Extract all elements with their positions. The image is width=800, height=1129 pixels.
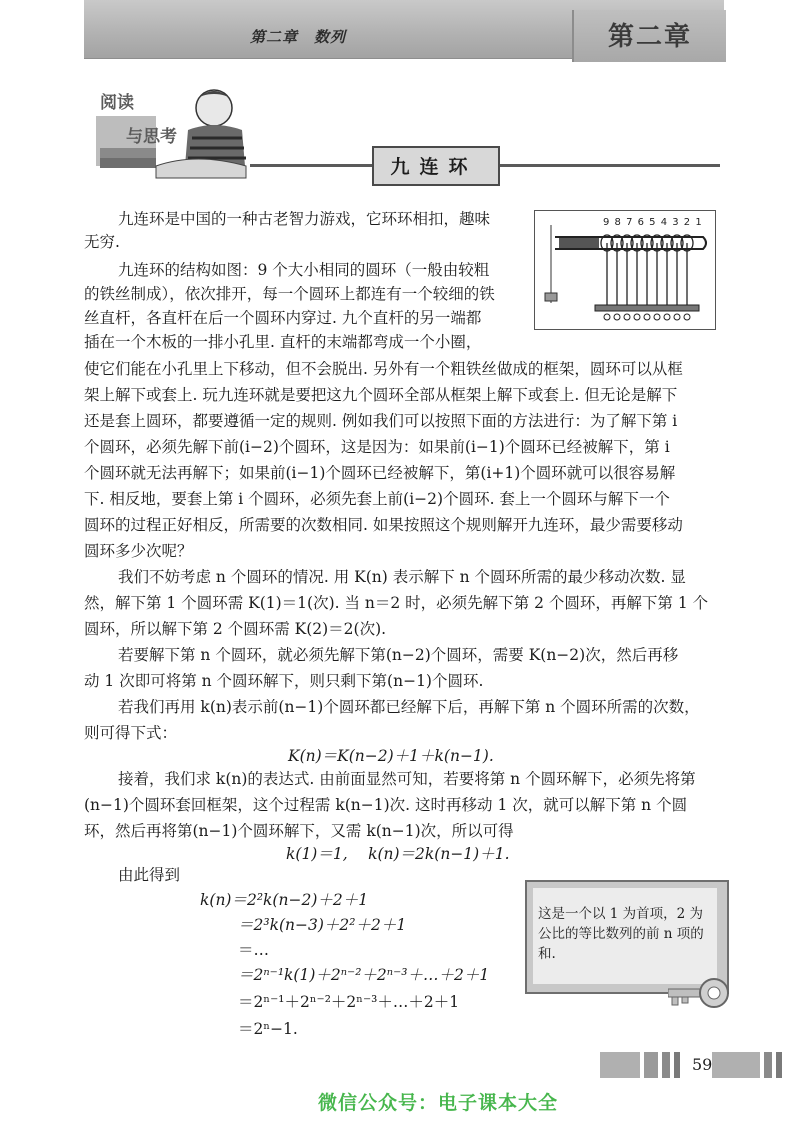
equation-initial-condition: k(1)＝1, k(n)＝2k(n−1)＋1. bbox=[286, 845, 510, 863]
paragraph-line: 下. 相反地，要套上第 i 个圆环，必须先套上前(i−2)个圆环. 套上一个圆环与解下一个 bbox=[84, 490, 670, 508]
paragraph-line: 圆环，所以解下第 2 个圆环需 K(2)＝2(次). bbox=[84, 620, 387, 638]
paragraph-line: 九连环是中国的一种古老智力游戏，它环环相扣，趣味 bbox=[118, 210, 491, 228]
paragraph-line: 接着，我们求 k(n)的表达式. 由前面显然可知，若要将第 n 个圆环解下，必须先将第 bbox=[118, 770, 696, 788]
ring-number-labels: 9 8 7 6 5 4 3 2 1 bbox=[603, 217, 703, 228]
paragraph-line: 架上解下或套上. 玩九连环就是要把这九个圆环全部从框架上解下或套上. 但无论是解下 bbox=[84, 386, 678, 404]
derivation-step: ＝2ⁿ⁻¹＋2ⁿ⁻²＋2ⁿ⁻³＋…＋2＋1 bbox=[238, 993, 460, 1011]
paragraph-line: 然，解下第 1 个圆环需 K(1)＝1(次). 当 n＝2 时，必须先解下第 2 个圆环，再解下第 1 个 bbox=[84, 594, 709, 612]
derivation-step: ＝2ⁿ⁻¹k(1)＋2ⁿ⁻²＋2ⁿ⁻³＋…＋2＋1 bbox=[238, 966, 490, 984]
svg-text:与思考: 与思考 bbox=[126, 127, 177, 147]
paragraph-line: 个圆环就无法再解下；如果前(i−1)个圆环已经被解下，第(i+1)个圆环就可以很容易解 bbox=[84, 464, 676, 482]
derivation-step: ＝… bbox=[238, 941, 270, 959]
page-number: 59 bbox=[692, 1055, 713, 1074]
paragraph-line: 圆环的过程正好相反，所需要的次数相同. 如果按照这个规则解开九连环，最少需要移动 bbox=[84, 516, 683, 534]
section-title: 九连环 bbox=[390, 156, 478, 178]
paragraph-line: 个圆环，必须先解下前(i−2)个圆环，这是因为：如果前(i−1)个圆环已经被解下，第 i bbox=[84, 438, 670, 456]
paragraph-line: 的铁丝制成），依次排开，每一个圆环上都连有一个较细的铁 bbox=[84, 285, 495, 303]
nine-rings-figure bbox=[534, 210, 716, 330]
paragraph-line: 我们不妨考虑 n 个圆环的情况. 用 K(n) 表示解下 n 个圆环所需的最少移动次数. 显 bbox=[118, 568, 686, 586]
page-decoration-bars bbox=[712, 1052, 782, 1078]
derivation-step: k(n)＝2²k(n−2)＋2＋1 bbox=[200, 891, 369, 909]
equation-recurrence: K(n)＝K(n−2)＋1＋k(n−1). bbox=[288, 747, 494, 765]
paragraph-line: 插在一个木板的一排小孔里. 直杆的末端都弯成一个小圈， bbox=[84, 333, 482, 351]
reading-thinking-logo bbox=[96, 86, 296, 182]
key-icon bbox=[668, 975, 732, 1015]
derivation-step: ＝2³k(n−3)＋2²＋2＋1 bbox=[238, 916, 407, 934]
chapter-tab-label: 第二章 bbox=[608, 22, 693, 52]
paragraph-line: 若要解下第 n 个圆环，就必须先解下第(n−2)个圆环，需要 K(n−2)次，然后再移 bbox=[118, 646, 679, 664]
paragraph-line: 还是套上圆环，都要遵循一定的规则. 例如我们可以按照下面的方法进行：为了解下第 i bbox=[84, 412, 678, 430]
paragraph-line: 环，然后再将第(n−1)个圆环解下，又需 k(n−1)次，所以可得 bbox=[84, 822, 514, 840]
derivation-step: ＝2ⁿ−1. bbox=[238, 1020, 298, 1038]
side-note-text: 这是一个以 1 为首项，2 为公比的等比数列的前 n 项的和. bbox=[538, 906, 704, 962]
paragraph-line: 丝直杆，各直杆在后一个圆环内穿过. 九个直杆的另一端都 bbox=[84, 309, 482, 327]
paragraph-line: 动 1 次即可将第 n 个圆环解下，则只剩下第(n−1)个圆环. bbox=[84, 672, 484, 690]
logo-text: 阅读 bbox=[100, 93, 134, 113]
page-decoration-bars bbox=[600, 1052, 682, 1078]
header-title: 第二章 数列 bbox=[250, 28, 347, 46]
paragraph-line: (n−1)个圆环套回框架，这个过程需 k(n−1)次. 这时再移动 1 次，就可以解下第 n 个圆 bbox=[84, 796, 688, 814]
paragraph-line: 若我们再用 k(n)表示前(n−1)个圆环都已经解下后，再解下第 n 个圆环所需的次数， bbox=[118, 698, 700, 716]
paragraph-line: 由此得到 bbox=[118, 866, 181, 884]
watermark-text: 微信公众号：电子课本大全 bbox=[318, 1092, 559, 1114]
paragraph-line: 使它们能在小孔里上下移动，但不会脱出. 另外有一个粗铁丝做成的框架，圆环可以从框 bbox=[84, 360, 683, 378]
paragraph-line: 圆环多少次呢？ bbox=[84, 542, 193, 560]
paragraph-line: 无穷. bbox=[84, 233, 120, 251]
paragraph-line: 九连环的结构如图：9 个大小相同的圆环（一般由较粗 bbox=[118, 261, 490, 279]
paragraph-line: 则可得下式： bbox=[84, 724, 178, 742]
